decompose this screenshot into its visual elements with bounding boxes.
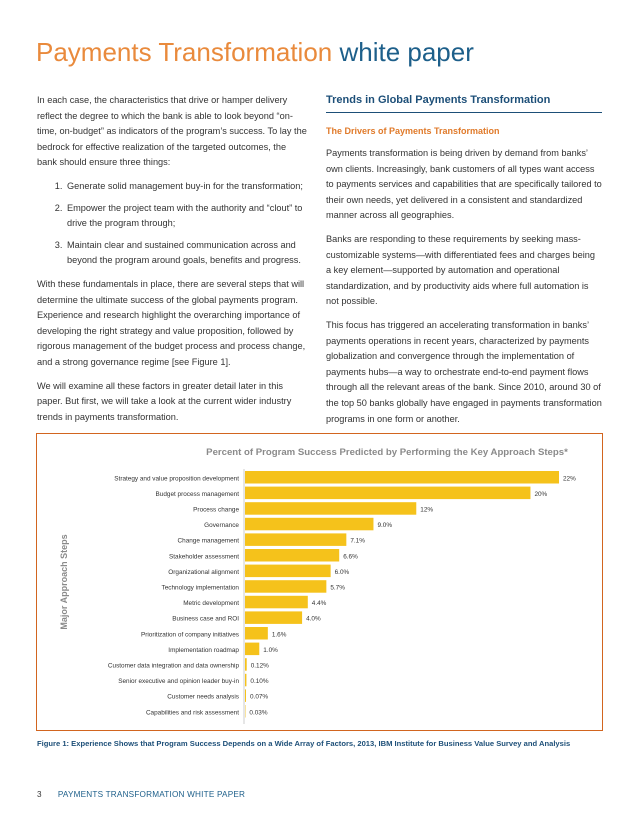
category-label: Prioritization of company initiatives [140, 631, 239, 639]
list-item: 2. Empower the project team with the authority and “clout” to drive the program through; [65, 201, 308, 232]
bar-value-label: 0.10% [250, 678, 269, 686]
category-label: Implementation roadmap [168, 646, 239, 654]
category-label: Technology implementation [161, 584, 239, 592]
bar-value-label: 4.4% [311, 600, 327, 608]
bar [245, 533, 346, 546]
title-main: Payments Transformation [36, 37, 333, 67]
bar [245, 487, 530, 500]
figure-frame [36, 433, 603, 731]
intro-paragraph: In each case, the characteristics that drive or hamper delivery reflect the degree to which the bank is able to look beyond “on-time, on-budget” as indicators of the program’s success. To lay the bedrock for effective realization of the targeted outcomes, the bank should ensure three things: [37, 95, 307, 168]
bar-value-label: 6.0% [334, 568, 350, 576]
category-label: Customer needs analysis [167, 693, 239, 701]
bar-value-label: 0.07% [249, 693, 269, 701]
bar-value-label: 9.0% [377, 522, 393, 530]
page-footer [37, 789, 245, 800]
examine-paragraph: We will examine all these factors in greater detail later in this paper. But first, we will take a look at the current wider industry trends in payments transformation. [37, 380, 292, 422]
figure-caption: Figure 1: Experience Shows that Program Success Depends on a Wide Array of Factors, 2013, IBM Institute for Business Value Survey and Analysis [37, 739, 571, 748]
bar-value-label: 0.03% [249, 709, 268, 717]
left-column [37, 93, 308, 433]
category-label: Business case and ROI [172, 615, 239, 623]
bar-value-label: 20% [534, 490, 548, 498]
bar [245, 565, 331, 578]
bar [245, 689, 246, 702]
category-label: Stakeholder assessment [169, 553, 239, 561]
category-label: Senior executive and opinion leader buy-in [118, 678, 239, 686]
category-label: Organizational alignment [168, 568, 239, 576]
focus-paragraph: This focus has triggered an accelerating transformation in banks’ payments operations in recent years, characterized by payments globalization and convergence through the implementation of payments hubs—a way to orchestrate end-to-end payment flows through all the relevant areas of the bank. Since 2010, around 30 of the top 50 banks globally have engaged in payments transformation programs in one form or another. [326, 319, 602, 424]
bar-value-label: 5.7% [330, 584, 345, 592]
fundamentals-paragraph: With these fundamentals in place, there are several steps that will determine the ultimate success of the global payments program. Experience and research highlight the overarching importance of developing the right strategy and value proposition, followed by rigorous management of the budget process and process change, and a strong governance regime [see Figure 1]. [37, 278, 306, 367]
category-label: Process change [193, 506, 239, 514]
category-label: Governance [204, 522, 239, 530]
bar [245, 502, 416, 515]
category-label: Metric development [183, 600, 239, 608]
bar-value-label: 4.0% [306, 615, 321, 623]
bar [245, 518, 373, 531]
section-heading: Trends in Global Payments Transformation [326, 93, 602, 113]
footer-text: PAYMENTS TRANSFORMATION WHITE PAPER [57, 790, 246, 799]
subheading: The Drivers of Payments Transformation [326, 126, 500, 136]
drivers-paragraph: Payments transformation is being driven by demand from banks’ own clients. Increasingly, bank customers of all types want access to payments services and capabilities that are specifically tailored to their own needs, yet delivered in a consistent and standardized manner across all geographies. [326, 148, 602, 221]
bar [245, 471, 559, 484]
list-item: 3. Maintain clear and sustained communication across and beyond the program around goals, benefits and progress. [65, 238, 308, 269]
bar [245, 549, 339, 562]
bar [245, 674, 246, 687]
bar-value-label: 0.12% [250, 662, 269, 670]
bars-layer [108, 471, 576, 718]
bar-chart [37, 434, 602, 730]
banks-paragraph: Banks are responding to these requirements by seeking mass-customizable systems—with differentiated fees and charges being a key element—supported by automation and operational standardization, and by productivity aids where full automation is not possible. [326, 233, 595, 307]
category-label: Strategy and value proposition development [114, 475, 239, 483]
category-label: Change management [177, 537, 239, 545]
bar [245, 611, 302, 624]
bar [245, 596, 308, 609]
list-item: 1. Generate solid management buy-in for the transformation; [65, 179, 308, 195]
bar [245, 580, 326, 593]
bar-value-label: 7.1% [350, 537, 365, 545]
category-label: Budget process management [155, 490, 239, 498]
bar [245, 658, 247, 671]
bar-value-label: 22% [563, 475, 576, 483]
bar [245, 643, 259, 656]
chart-title: Percent of Program Success Predicted by Performing the Key Approach Steps* [206, 447, 568, 458]
steps-list [37, 179, 308, 269]
bar [245, 627, 268, 640]
bar-value-label: 1.0% [263, 646, 278, 654]
page-title [36, 36, 616, 68]
title-suffix: white paper [339, 37, 474, 67]
bar-value-label: 12% [420, 506, 434, 514]
bar-value-label: 1.6% [271, 631, 287, 639]
right-column [326, 93, 602, 435]
page-number: 3 [37, 790, 42, 799]
category-label: Customer data integration and data ownership [107, 662, 239, 670]
chart-y-axis-label: Major Approach Steps [59, 534, 69, 630]
category-label: Capabilities and risk assessment [145, 709, 239, 717]
bar-value-label: 6.6% [343, 553, 358, 561]
